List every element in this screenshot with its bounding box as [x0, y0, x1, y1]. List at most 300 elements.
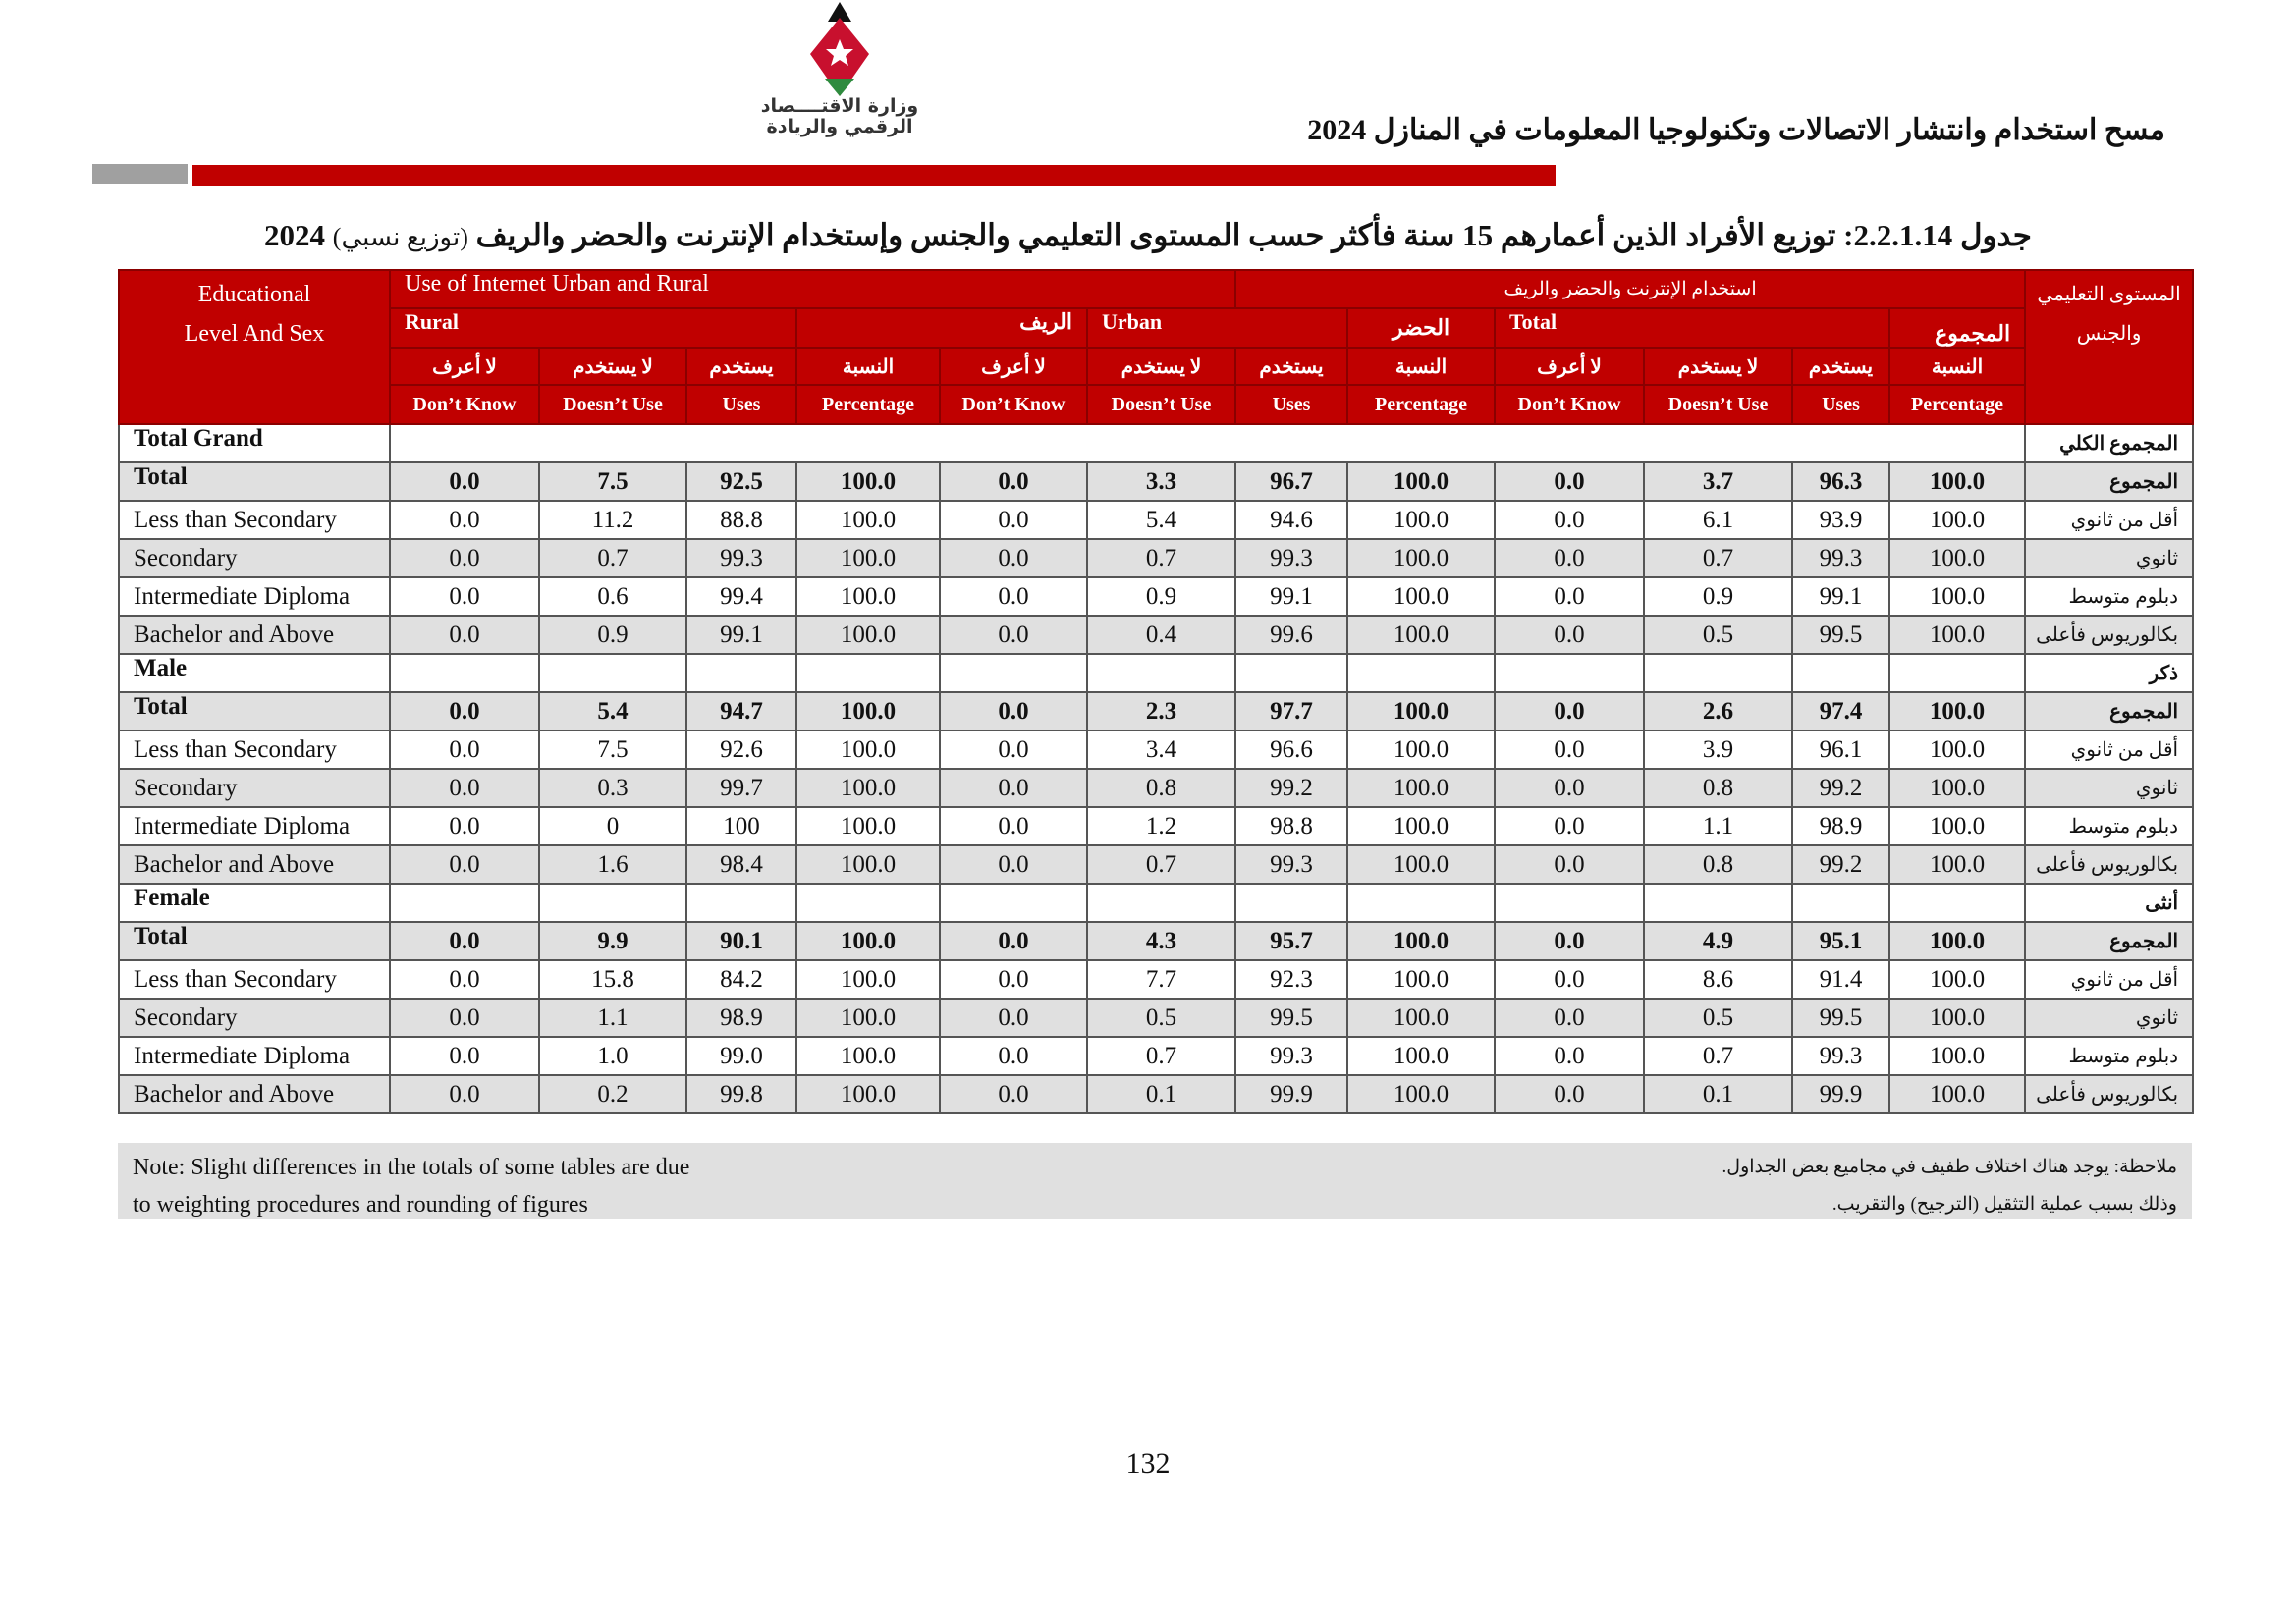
data-table: [118, 269, 2194, 1114]
value-cell: 0.9: [539, 616, 686, 654]
row-label-en: Intermediate Diploma: [119, 807, 390, 845]
value-cell: 92.6: [686, 731, 796, 769]
value-cell: 0.0: [390, 999, 539, 1037]
value-cell: 0.0: [390, 462, 539, 501]
value-cell: 99.5: [1235, 999, 1347, 1037]
value-cell: [1889, 654, 2025, 692]
subheader-ar: لا يستخدم: [1644, 348, 1792, 385]
value-cell: 0.0: [1495, 692, 1644, 731]
value-cell: [539, 654, 686, 692]
value-cell: 100.0: [796, 922, 940, 960]
note-ar-line2: وذلك بسبب عملية التثقيل (الترجيح) والتقريب.: [1831, 1194, 2177, 1215]
subheader-en: Doesn’t Use: [1087, 385, 1235, 424]
value-cell: 2.6: [1644, 692, 1792, 731]
subheader-ar: النسبة: [1889, 348, 2025, 385]
row-label-en: Intermediate Diploma: [119, 1037, 390, 1075]
table-row: [119, 769, 2193, 807]
value-cell: 100.0: [1347, 960, 1495, 999]
value-cell: 100.0: [1347, 577, 1495, 616]
subheader-en: Doesn’t Use: [1644, 385, 1792, 424]
value-cell: 100.0: [1889, 616, 2025, 654]
row-label-ar: المجموع: [2025, 922, 2193, 960]
subheader-ar: لا أعرف: [940, 348, 1087, 385]
subheader-ar: لا يستخدم: [539, 348, 686, 385]
value-cell: 100.0: [796, 462, 940, 501]
value-cell: 3.3: [1087, 462, 1235, 501]
value-cell: 0.0: [390, 960, 539, 999]
value-cell: 100.0: [1347, 539, 1495, 577]
value-cell: 100.0: [1347, 616, 1495, 654]
value-cell: 0.0: [940, 1075, 1087, 1113]
value-cell: 0.0: [1495, 960, 1644, 999]
value-cell: 100.0: [796, 845, 940, 884]
value-cell: 100.0: [796, 501, 940, 539]
table-row: [119, 731, 2193, 769]
value-cell: 0.7: [1087, 1037, 1235, 1075]
value-cell: 0.0: [390, 1037, 539, 1075]
value-cell: [1235, 654, 1347, 692]
value-cell: 100.0: [1889, 462, 2025, 501]
value-cell: 0.0: [390, 577, 539, 616]
value-cell: 100.0: [796, 1075, 940, 1113]
value-cell: 0.0: [940, 539, 1087, 577]
row-label-ar: ثانوي: [2025, 539, 2193, 577]
row-label-ar: دبلوم متوسط: [2025, 577, 2193, 616]
table-title: [0, 218, 2296, 253]
value-cell: 97.4: [1792, 692, 1889, 731]
value-cell: 97.7: [1235, 692, 1347, 731]
row-label-en: Bachelor and Above: [119, 616, 390, 654]
value-cell: 0.3: [539, 769, 686, 807]
value-cell: 3.9: [1644, 731, 1792, 769]
value-cell: [1889, 884, 2025, 922]
value-cell: 99.2: [1792, 769, 1889, 807]
value-cell: 100.0: [1889, 769, 2025, 807]
value-cell: 99.3: [1792, 1037, 1889, 1075]
value-cell: 0.5: [1087, 999, 1235, 1037]
value-cell: 2.3: [1087, 692, 1235, 731]
value-cell: 100.0: [1889, 692, 2025, 731]
value-cell: 99.8: [686, 1075, 796, 1113]
stub-header-ar: [2025, 270, 2193, 424]
value-cell: 99.7: [686, 769, 796, 807]
logo-text-line2: الرقمي والريادة: [766, 116, 913, 137]
value-cell: 96.6: [1235, 731, 1347, 769]
table-row: [119, 960, 2193, 999]
value-cell: [390, 654, 539, 692]
table-row: [119, 1075, 2193, 1113]
value-cell: 0.0: [1495, 999, 1644, 1037]
table-title-year: 2024: [264, 218, 326, 252]
table-row: [119, 539, 2193, 577]
value-cell: 98.8: [1235, 807, 1347, 845]
row-label-ar: المجموع: [2025, 462, 2193, 501]
value-cell: 0.0: [940, 960, 1087, 999]
value-cell: 100.0: [1347, 845, 1495, 884]
value-cell: 99.3: [1792, 539, 1889, 577]
total-row: [119, 692, 2193, 731]
value-cell: 90.1: [686, 922, 796, 960]
value-cell: [390, 884, 539, 922]
value-cell: 100.0: [796, 731, 940, 769]
note-ar-line1: ملاحظة: يوجد هناك اختلاف طفيف في مجاميع بعض الجداول.: [1722, 1157, 2177, 1177]
value-cell: 1.6: [539, 845, 686, 884]
value-cell: 100.0: [1889, 1037, 2025, 1075]
value-cell: 0.0: [940, 807, 1087, 845]
stub-header-ar-line2: والجنس: [2076, 323, 2142, 345]
row-label-ar: أقل من ثانوي: [2025, 731, 2193, 769]
value-cell: 0.0: [940, 616, 1087, 654]
value-cell: 0.0: [940, 999, 1087, 1037]
value-cell: 0.0: [390, 539, 539, 577]
value-cell: 98.9: [1792, 807, 1889, 845]
row-label-en: Secondary: [119, 539, 390, 577]
value-cell: [539, 884, 686, 922]
stub-header-en: [119, 270, 390, 424]
table-row: [119, 1037, 2193, 1075]
row-label-ar: بكالوريوس فأعلى: [2025, 1075, 2193, 1113]
value-cell: 5.4: [1087, 501, 1235, 539]
value-cell: 96.7: [1235, 462, 1347, 501]
value-cell: 0.8: [1644, 845, 1792, 884]
subheader-ar: النسبة: [1347, 348, 1495, 385]
value-cell: 0.0: [1495, 769, 1644, 807]
row-label-ar: أقل من ثانوي: [2025, 501, 2193, 539]
value-cell: 3.7: [1644, 462, 1792, 501]
group-header-ar: استخدام الإنترنت والحضر والريف: [1235, 270, 2025, 308]
row-label-ar: بكالوريوس فأعلى: [2025, 616, 2193, 654]
value-cell: 1.1: [539, 999, 686, 1037]
value-cell: 92.5: [686, 462, 796, 501]
value-cell: 94.7: [686, 692, 796, 731]
value-cell: 0.0: [390, 616, 539, 654]
value-cell: 0.0: [940, 1037, 1087, 1075]
subheader-en: Don’t Know: [1495, 385, 1644, 424]
row-label-en: Secondary: [119, 999, 390, 1037]
value-cell: 0.1: [1087, 1075, 1235, 1113]
value-cell: 0.0: [940, 501, 1087, 539]
value-cell: 96.3: [1792, 462, 1889, 501]
urban-header-en: Urban: [1087, 308, 1347, 348]
section-row: [119, 424, 2193, 462]
row-label-en: Less than Secondary: [119, 501, 390, 539]
note-en: [133, 1149, 689, 1223]
value-cell: 0: [539, 807, 686, 845]
value-cell: 0.0: [940, 845, 1087, 884]
value-cell: 95.7: [1235, 922, 1347, 960]
value-cell: 99.1: [1792, 577, 1889, 616]
row-label-en: Bachelor and Above: [119, 1075, 390, 1113]
value-cell: 100.0: [796, 539, 940, 577]
value-cell: 7.5: [539, 731, 686, 769]
value-cell: 0.0: [1495, 539, 1644, 577]
value-cell: 0.0: [390, 845, 539, 884]
value-cell: 0.5: [1644, 616, 1792, 654]
value-cell: 100.0: [1889, 807, 2025, 845]
value-cell: 0.0: [940, 462, 1087, 501]
stub-header-en-line2: Level And Sex: [184, 321, 325, 347]
row-label-en: Total: [119, 922, 390, 960]
row-label-ar: المجموع الكلي: [2025, 424, 2193, 462]
note-ar: [1722, 1149, 2177, 1223]
value-cell: 93.9: [1792, 501, 1889, 539]
stub-header-en-line1: Educational: [197, 282, 311, 307]
value-cell: 100.0: [1347, 462, 1495, 501]
value-cell: 0.0: [390, 501, 539, 539]
value-cell: 5.4: [539, 692, 686, 731]
row-label-ar: ثانوي: [2025, 769, 2193, 807]
row-label-en: Intermediate Diploma: [119, 577, 390, 616]
value-cell: [1347, 654, 1495, 692]
group-header-en: Use of Internet Urban and Rural: [390, 270, 1235, 308]
table-row: [119, 999, 2193, 1037]
value-cell: 100.0: [796, 616, 940, 654]
logo-text-line1: وزارة الاقتــــصاد: [760, 95, 919, 117]
value-cell: 99.0: [686, 1037, 796, 1075]
subheader-ar: يستخدم: [686, 348, 796, 385]
row-label-ar: أقل من ثانوي: [2025, 960, 2193, 999]
stub-header-ar-line1: المستوى التعليمي: [2037, 284, 2181, 305]
value-cell: 0.7: [1087, 845, 1235, 884]
survey-title: مسح استخدام وانتشار الاتصالات وتكنولوجيا المعلومات في المنازل 2024: [1307, 114, 2165, 146]
subheader-en: Uses: [1235, 385, 1347, 424]
value-cell: 100.0: [1889, 731, 2025, 769]
subheader-ar: النسبة: [796, 348, 940, 385]
value-cell: 0.0: [1495, 731, 1644, 769]
value-cell: 100.0: [1889, 960, 2025, 999]
subheader-ar: يستخدم: [1235, 348, 1347, 385]
empty-cell: [390, 424, 2025, 462]
subheader-en: Percentage: [796, 385, 940, 424]
value-cell: 0.0: [1495, 845, 1644, 884]
value-cell: 100.0: [1347, 999, 1495, 1037]
value-cell: 99.1: [686, 616, 796, 654]
value-cell: 99.3: [1235, 845, 1347, 884]
value-cell: [940, 884, 1087, 922]
value-cell: 100.0: [1347, 769, 1495, 807]
value-cell: 0.9: [1087, 577, 1235, 616]
row-label-ar: ثانوي: [2025, 999, 2193, 1037]
value-cell: 0.0: [1495, 462, 1644, 501]
row-label-en: Female: [119, 884, 390, 922]
value-cell: 7.5: [539, 462, 686, 501]
subheader-ar: لا أعرف: [1495, 348, 1644, 385]
value-cell: 100.0: [796, 1037, 940, 1075]
value-cell: [1644, 884, 1792, 922]
value-cell: 99.2: [1235, 769, 1347, 807]
table-row: [119, 616, 2193, 654]
value-cell: 100.0: [1889, 577, 2025, 616]
value-cell: 99.6: [1235, 616, 1347, 654]
subheader-ar: لا أعرف: [390, 348, 539, 385]
value-cell: 3.4: [1087, 731, 1235, 769]
value-cell: 100.0: [1347, 501, 1495, 539]
value-cell: [1235, 884, 1347, 922]
row-label-en: Secondary: [119, 769, 390, 807]
value-cell: 0.7: [1644, 539, 1792, 577]
value-cell: 99.9: [1792, 1075, 1889, 1113]
value-cell: [1087, 654, 1235, 692]
subheader-en: Doesn’t Use: [539, 385, 686, 424]
section-row: [119, 654, 2193, 692]
value-cell: 98.4: [686, 845, 796, 884]
value-cell: 99.4: [686, 577, 796, 616]
value-cell: 91.4: [1792, 960, 1889, 999]
table-row: [119, 807, 2193, 845]
value-cell: 0.0: [940, 692, 1087, 731]
value-cell: 96.1: [1792, 731, 1889, 769]
value-cell: 1.2: [1087, 807, 1235, 845]
value-cell: 99.1: [1235, 577, 1347, 616]
row-label-ar: دبلوم متوسط: [2025, 807, 2193, 845]
value-cell: 11.2: [539, 501, 686, 539]
value-cell: 100.0: [1347, 807, 1495, 845]
value-cell: 0.5: [1644, 999, 1792, 1037]
value-cell: 4.9: [1644, 922, 1792, 960]
rural-header-ar: الريف: [796, 308, 1087, 348]
value-cell: 9.9: [539, 922, 686, 960]
value-cell: [1792, 654, 1889, 692]
subheader-en: Don’t Know: [390, 385, 539, 424]
note-en-line1: Note: Slight differences in the totals of some tables are due: [133, 1155, 690, 1180]
value-cell: 100.0: [1889, 922, 2025, 960]
table-row: [119, 577, 2193, 616]
value-cell: 0.0: [1495, 501, 1644, 539]
table-row: [119, 501, 2193, 539]
value-cell: 0.0: [940, 731, 1087, 769]
value-cell: 0.0: [390, 692, 539, 731]
value-cell: 95.1: [1792, 922, 1889, 960]
subheader-ar: يستخدم: [1792, 348, 1889, 385]
value-cell: 100.0: [796, 692, 940, 731]
table-title-sub: (توزيع نسبي): [332, 223, 468, 251]
value-cell: 0.0: [390, 807, 539, 845]
row-label-en: Total Grand: [119, 424, 390, 462]
header-red-bar: [192, 165, 1556, 186]
value-cell: 100.0: [1889, 539, 2025, 577]
value-cell: 99.9: [1235, 1075, 1347, 1113]
value-cell: 100.0: [1889, 1075, 2025, 1113]
row-label-en: Total: [119, 462, 390, 501]
subheader-en: Uses: [686, 385, 796, 424]
value-cell: 100.0: [1347, 692, 1495, 731]
total-header-en: Total: [1495, 308, 1889, 348]
subheader-en: Don’t Know: [940, 385, 1087, 424]
value-cell: 8.6: [1644, 960, 1792, 999]
value-cell: [1087, 884, 1235, 922]
value-cell: 100.0: [796, 999, 940, 1037]
value-cell: 0.0: [1495, 1037, 1644, 1075]
row-label-en: Total: [119, 692, 390, 731]
value-cell: 100.0: [1889, 501, 2025, 539]
row-label-en: Bachelor and Above: [119, 845, 390, 884]
value-cell: 0.9: [1644, 577, 1792, 616]
value-cell: 92.3: [1235, 960, 1347, 999]
rural-header-en: Rural: [390, 308, 796, 348]
value-cell: 0.0: [940, 577, 1087, 616]
subheader-en: Uses: [1792, 385, 1889, 424]
value-cell: 0.0: [390, 922, 539, 960]
urban-header-ar: الحضر: [1347, 308, 1495, 348]
page-number: 132: [1125, 1447, 1171, 1480]
total-row: [119, 462, 2193, 501]
row-label-en: Less than Secondary: [119, 960, 390, 999]
value-cell: [796, 654, 940, 692]
table-row: [119, 845, 2193, 884]
value-cell: 7.7: [1087, 960, 1235, 999]
value-cell: [686, 654, 796, 692]
value-cell: 0.0: [1495, 1075, 1644, 1113]
table-title-main: جدول 2.2.1.14: توزيع الأفراد الذين أعمارهم 15 سنة فأكثر حسب المستوى التعليمي والجنس وإستخدام الإنترنت والحضر والريف: [475, 218, 2032, 252]
value-cell: 0.8: [1087, 769, 1235, 807]
value-cell: [1347, 884, 1495, 922]
note-en-line2: to weighting procedures and rounding of figures: [133, 1192, 588, 1218]
value-cell: 100.0: [796, 807, 940, 845]
value-cell: 88.8: [686, 501, 796, 539]
value-cell: 1.0: [539, 1037, 686, 1075]
note-box: [118, 1143, 2192, 1219]
value-cell: 100.0: [796, 960, 940, 999]
value-cell: 0.7: [539, 539, 686, 577]
value-cell: 0.8: [1644, 769, 1792, 807]
value-cell: [940, 654, 1087, 692]
value-cell: 0.0: [390, 769, 539, 807]
total-row: [119, 922, 2193, 960]
value-cell: 100.0: [796, 577, 940, 616]
row-label-ar: أنثى: [2025, 884, 2193, 922]
row-label-ar: دبلوم متوسط: [2025, 1037, 2193, 1075]
value-cell: 99.3: [686, 539, 796, 577]
value-cell: 98.9: [686, 999, 796, 1037]
value-cell: 1.1: [1644, 807, 1792, 845]
value-cell: 99.5: [1792, 616, 1889, 654]
row-label-en: Male: [119, 654, 390, 692]
value-cell: 99.3: [1235, 539, 1347, 577]
value-cell: 84.2: [686, 960, 796, 999]
value-cell: 0.0: [1495, 577, 1644, 616]
row-label-ar: المجموع: [2025, 692, 2193, 731]
row-label-ar: بكالوريوس فأعلى: [2025, 845, 2193, 884]
value-cell: 100.0: [1889, 845, 2025, 884]
value-cell: [1792, 884, 1889, 922]
value-cell: [1644, 654, 1792, 692]
value-cell: 100.0: [1347, 1037, 1495, 1075]
logo-text: [756, 96, 923, 137]
value-cell: 15.8: [539, 960, 686, 999]
value-cell: [1495, 654, 1644, 692]
value-cell: 0.2: [539, 1075, 686, 1113]
value-cell: 0.4: [1087, 616, 1235, 654]
value-cell: 100.0: [1347, 1075, 1495, 1113]
subheader-ar: لا يستخدم: [1087, 348, 1235, 385]
subheader-en: Percentage: [1347, 385, 1495, 424]
value-cell: [1495, 884, 1644, 922]
value-cell: [796, 884, 940, 922]
value-cell: 100.0: [1347, 922, 1495, 960]
header-grey-bar: [92, 164, 188, 184]
value-cell: 100.0: [1889, 999, 2025, 1037]
value-cell: 0.1: [1644, 1075, 1792, 1113]
value-cell: 99.2: [1792, 845, 1889, 884]
row-label-ar: ذكر: [2025, 654, 2193, 692]
value-cell: 6.1: [1644, 501, 1792, 539]
value-cell: 94.6: [1235, 501, 1347, 539]
value-cell: [686, 884, 796, 922]
value-cell: 0.6: [539, 577, 686, 616]
value-cell: 99.5: [1792, 999, 1889, 1037]
value-cell: 100.0: [796, 769, 940, 807]
section-row: [119, 884, 2193, 922]
